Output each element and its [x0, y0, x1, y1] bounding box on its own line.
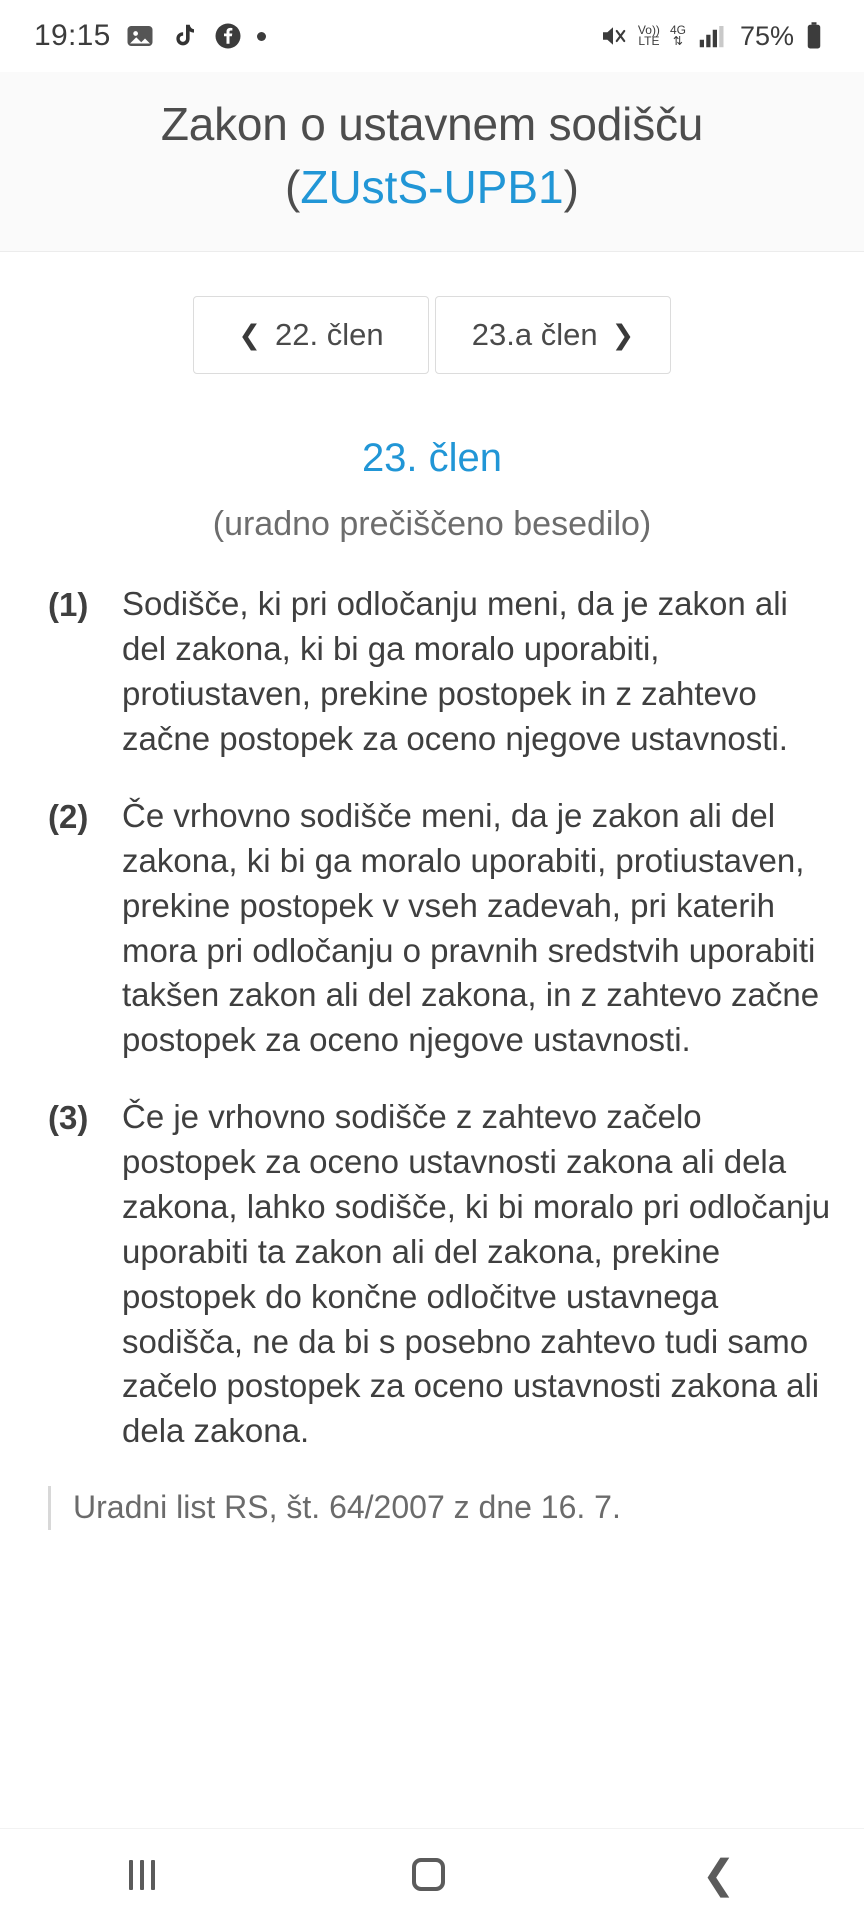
status-bar-right [598, 21, 834, 52]
article-nav [0, 296, 864, 374]
system-navigation-bar [0, 1828, 864, 1920]
subtitle-close-paren: ) [563, 160, 579, 213]
paragraph-number: (3) [48, 1099, 89, 1137]
chevron-right-icon: ❯ [611, 319, 635, 350]
signal-icon [696, 21, 726, 51]
back-icon[interactable]: ❮ [701, 1852, 736, 1897]
image-icon [125, 21, 155, 51]
page-title: Zakon o ustavnem sodišču [160, 98, 704, 150]
article-body [0, 582, 864, 1454]
paragraph-item [48, 582, 836, 762]
paragraph-text: Sodišče, ki pri odločanju meni, da je zakon ali del zakona, ki bi ga moralo uporabiti, protiustaven, prekine postopek in z zahtevo začne postopek za oceno njegove ustavnosti. [122, 585, 788, 758]
page-subtitle [24, 157, 840, 218]
paragraph-number: (1) [48, 586, 89, 624]
facebook-icon [213, 21, 243, 51]
network-label: 4G [669, 23, 686, 37]
page-header [0, 72, 864, 252]
next-article-label: 23.a člen [471, 317, 598, 353]
source-citation [0, 1486, 864, 1530]
article-title: 23. člen [361, 436, 503, 481]
4g-icon [670, 25, 686, 47]
battery-percent-label: 75% [739, 20, 794, 51]
status-clock: 19:15 [34, 19, 111, 52]
subtitle-open-paren: ( [285, 160, 301, 213]
paragraph-item [48, 794, 836, 1063]
paragraph-item [48, 1095, 836, 1454]
status-bar-left [34, 19, 266, 53]
status-bar [0, 0, 864, 72]
dot-icon [257, 32, 266, 41]
next-article-button[interactable] [435, 296, 671, 374]
tiktok-icon [169, 21, 199, 51]
paragraph-number: (2) [48, 797, 89, 835]
paragraph-text: Če vrhovno sodišče meni, da je zakon ali del zakona, ki bi ga moralo uporabiti, protiustaven, prekine postopek v vseh zadevah, pri katerih mora pri odločanju o pravnih sredstvih uporabiti takšen zakon ali del zakona, in z zahtevo začne postopek za oceno njegove ustavnosti. [122, 796, 820, 1059]
mute-icon [598, 21, 628, 51]
article-subtitle: (uradno prečiščeno besedilo) [212, 505, 652, 544]
battery-icon [804, 21, 834, 51]
previous-article-label: 22. člen [275, 317, 384, 353]
home-icon[interactable] [412, 1858, 445, 1891]
volte-bottom-label: LTE [638, 34, 660, 48]
network-arrows-label: ⇅ [672, 34, 683, 48]
source-citation-text: Uradni list RS, št. 64/2007 z dne 16. 7. [73, 1489, 621, 1526]
paragraph-text: Če je vrhovno sodišče z zahtevo začelo postopek za oceno ustavnosti zakona ali dela zakona, lahko sodišče, ki bi moralo pri odločanju uporabiti ta zakon ali del zakona, prekine postopek do končne odločitve ustavnega sodišča, ne da bi s posebno zahtevo tudi samo začelo postopek za oceno ustavnosti zakona ali dela zakona. [122, 1098, 831, 1450]
volte-icon [638, 25, 660, 47]
citation-bar [48, 1486, 51, 1530]
law-abbreviation-link[interactable]: ZUstS-UPB1 [300, 160, 564, 213]
volte-top-label: Vo)) [637, 23, 660, 37]
chevron-left-icon: ❮ [238, 319, 262, 350]
recent-apps-icon[interactable] [129, 1860, 155, 1890]
previous-article-button[interactable] [193, 296, 429, 374]
